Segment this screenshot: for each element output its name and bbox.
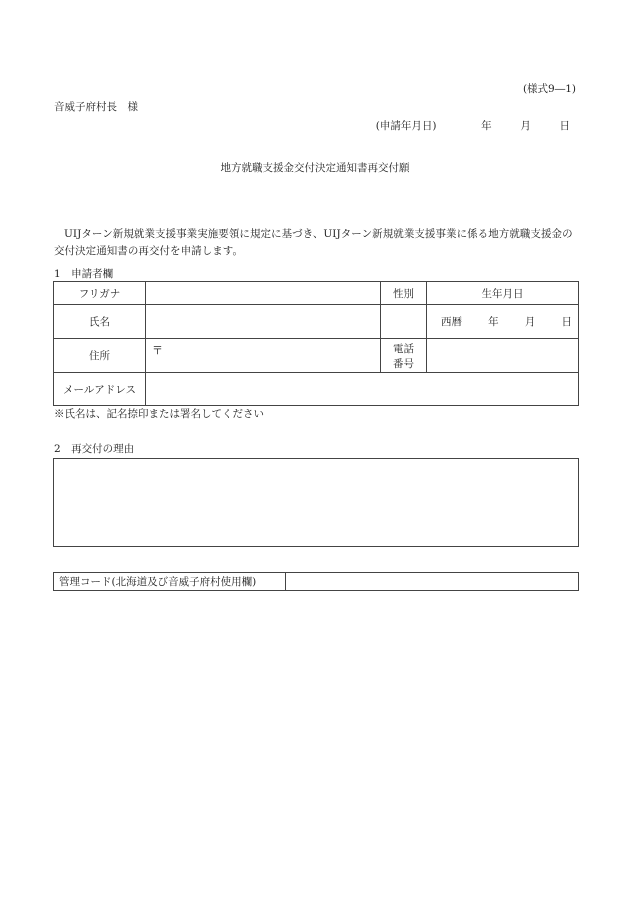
body-text: UIJターン新規就業支援事業実施要領に規定に基づき、UIJターン新規就業支援事業に係る地方就職支援金の交付決定通知書の再交付を申請します。: [54, 228, 573, 257]
birth-year-label: 年: [488, 316, 499, 328]
email-field[interactable]: [146, 373, 579, 406]
furigana-label: フリガナ: [54, 282, 146, 305]
postal-mark: 〒: [152, 344, 163, 357]
phone-field[interactable]: [427, 339, 579, 373]
application-date-label: (申請年月日): [375, 120, 437, 132]
application-month-label: 月: [520, 120, 531, 132]
furigana-field[interactable]: [146, 282, 381, 305]
phone-label-line-1: 電話: [393, 342, 414, 355]
name-field[interactable]: [146, 305, 381, 339]
management-code-table: [53, 572, 579, 591]
application-year-label: 年: [481, 120, 492, 132]
sex-label: 性別: [381, 282, 427, 305]
birth-month-label: 月: [524, 316, 536, 328]
birthdate-field[interactable]: [427, 305, 579, 339]
management-code-field[interactable]: [286, 573, 579, 591]
section-1-heading: 1 申請者欄: [54, 268, 114, 280]
name-label: 氏名: [54, 305, 146, 339]
application-date: [376, 121, 570, 132]
address-label: 住所: [54, 339, 146, 373]
phone-label-line-2: 番号: [393, 357, 414, 370]
phone-label: [381, 339, 427, 373]
birthdate-label: 生年月日: [427, 282, 579, 305]
furigana-row: [54, 282, 579, 305]
form-number: (様式9―1): [522, 83, 576, 95]
reason-field[interactable]: [53, 458, 579, 547]
management-code-label: 管理コード(北海道及び音威子府村使用欄): [54, 573, 286, 591]
applicant-table: [53, 281, 579, 406]
birth-day-label: 日: [561, 316, 572, 328]
addressee: 音威子府村長 様: [54, 101, 138, 113]
sex-field[interactable]: [381, 305, 427, 339]
birth-era-label: 西暦: [441, 316, 462, 328]
application-day-label: 日: [559, 120, 570, 132]
section-2-heading: 2 再交付の理由: [54, 443, 135, 455]
email-row: [54, 373, 579, 406]
signature-note: ※氏名は、記名捺印または署名してください: [54, 408, 264, 420]
name-row: [54, 305, 579, 339]
address-field[interactable]: [146, 339, 381, 373]
email-label: メールアドレス: [54, 373, 146, 406]
document-title: 地方就職支援金交付決定通知書再交付願: [220, 162, 410, 174]
address-row: [54, 339, 579, 373]
